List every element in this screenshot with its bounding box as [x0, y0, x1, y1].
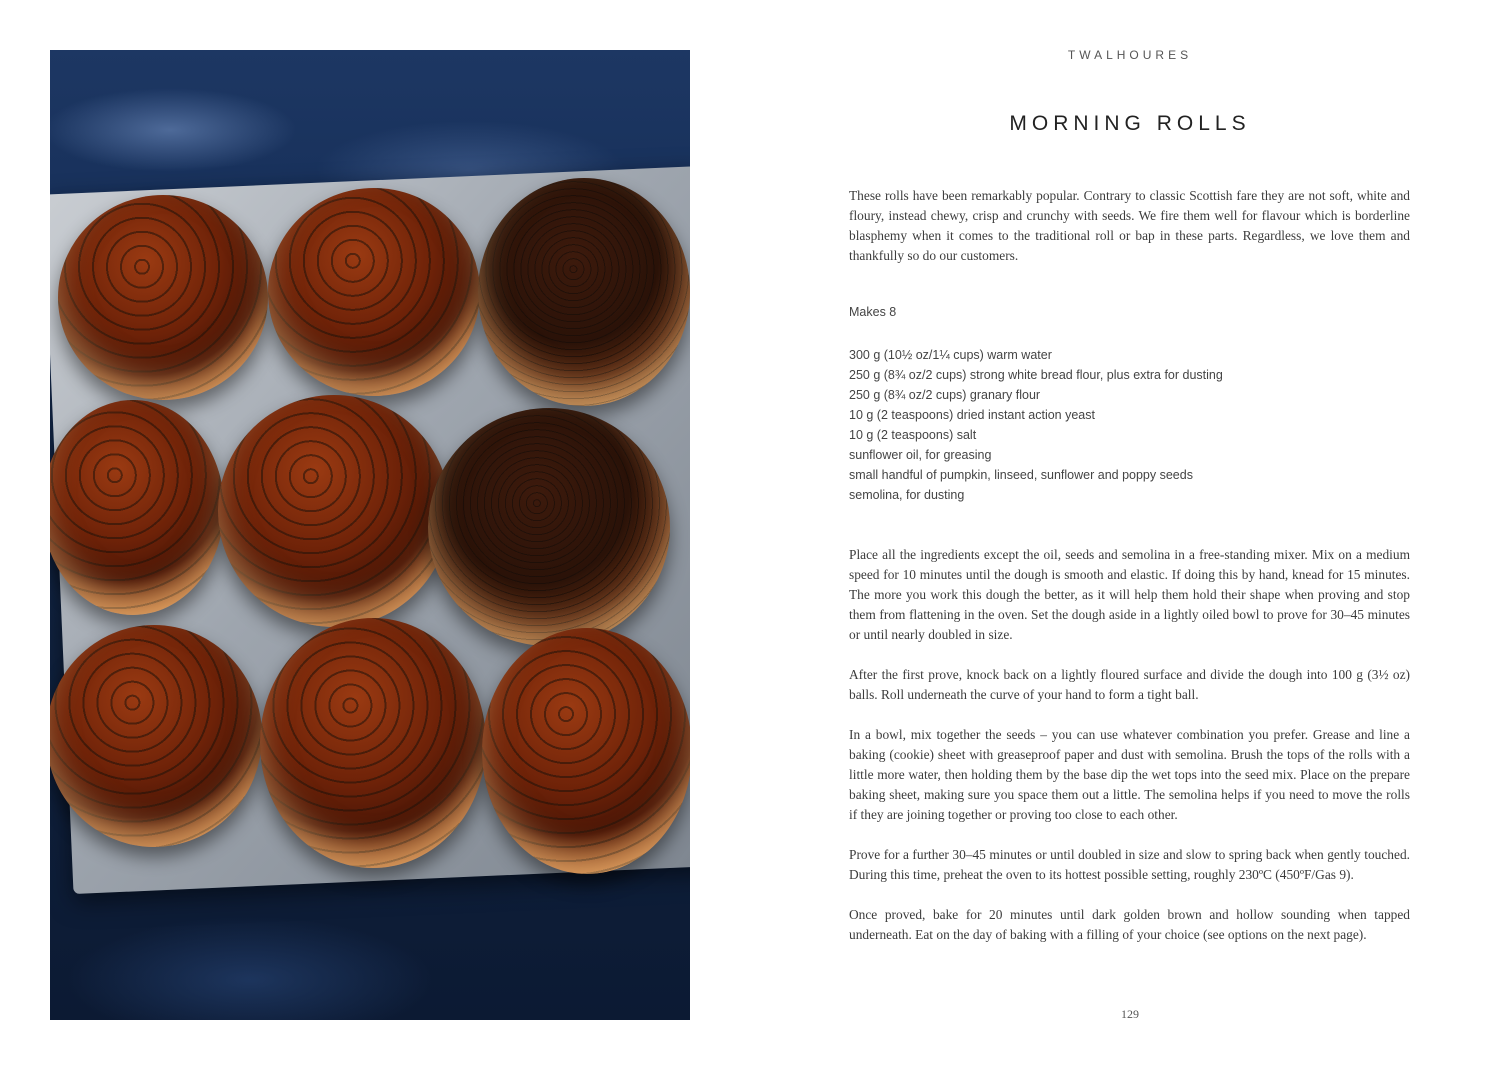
roll	[218, 395, 450, 627]
recipe-page	[760, 0, 1500, 1071]
method-step: Prove for a further 30–45 minutes or until doubled in size and slow to spring back when gently touched. During this time, preheat the oven to its hottest possible setting, roughly 230ºC (450ºF/Gas 9).	[849, 847, 1410, 882]
roll	[482, 628, 690, 874]
ingredient-item: sunflower oil, for greasing	[849, 448, 992, 462]
method-section	[849, 545, 1410, 945]
roll	[478, 178, 690, 406]
ingredient-item: 10 g (2 teaspoons) salt	[849, 428, 977, 442]
ingredient-item: small handful of pumpkin, linseed, sunflower and poppy seeds	[849, 468, 1193, 482]
roll	[50, 400, 224, 615]
intro-paragraph: These rolls have been remarkably popular. Contrary to classic Scottish fare they are not soft, white and floury, instead chewy, crisp and crunchy with seeds. We fire them well for flavour which is borderline blasphemy when it comes to the traditional roll or bap in these parts. Regardless, we love them and thankfully so do our customers.	[849, 188, 1410, 263]
roll	[50, 625, 262, 847]
ingredient-item: 250 g (8¾ oz/2 cups) granary flour	[849, 388, 1041, 402]
ingredient-item: 10 g (2 teaspoons) dried instant action yeast	[849, 408, 1095, 422]
method-step: After the first prove, knock back on a lightly floured surface and divide the dough into 100 g (3½ oz) balls. Roll underneath the curve of your hand to form a tight ball.	[849, 667, 1410, 702]
rolls-photo	[50, 50, 690, 1020]
roll	[428, 408, 670, 646]
roll	[260, 618, 486, 868]
yield: Makes 8	[849, 305, 897, 319]
ingredient-item: 250 g (8¾ oz/2 cups) strong white bread flour, plus extra for dusting	[849, 368, 1223, 382]
ingredient-item: 300 g (10½ oz/1¼ cups) warm water	[849, 348, 1052, 362]
intro-section	[849, 186, 1410, 266]
method-step: Once proved, bake for 20 minutes until dark golden brown and hollow sounding when tapped underneath. Eat on the day of baking with a filling of your choice (see options on the next page).	[849, 907, 1410, 942]
recipe-title: MORNING ROLLS	[1009, 112, 1251, 135]
ingredient-item: semolina, for dusting	[849, 488, 965, 502]
ingredient-list	[849, 345, 1223, 505]
running-head: TWALHOURES	[1067, 48, 1193, 62]
roll	[58, 195, 268, 400]
method-step: Place all the ingredients except the oil, seeds and semolina in a free-standing mixer. Mix on a medium speed for 10 minutes until the dough is smooth and elastic. If doing this by hand, knead for 15 minutes. The more you work this dough the better, as it will help them hold their shape when proving and stop them from flattening in the oven. Set the dough aside in a lightly oiled bowl to prove for 30–45 minutes or until nearly doubled in size.	[849, 547, 1410, 642]
method-step: In a bowl, mix together the seeds – you can use whatever combination you prefer. Grease and line a baking (cookie) sheet with greaseproof paper and dust with semolina. Brush the tops of the rolls with a little more water, then holding them by the base dip the wet tops into the seed mix. Place on the prepare baking sheet, making sure you space them out a little. The semolina helps if you need to move the rolls if they are joining together or proving too close to each other.	[849, 727, 1410, 822]
roll	[268, 188, 480, 396]
page-number: 129	[1121, 1007, 1139, 1021]
